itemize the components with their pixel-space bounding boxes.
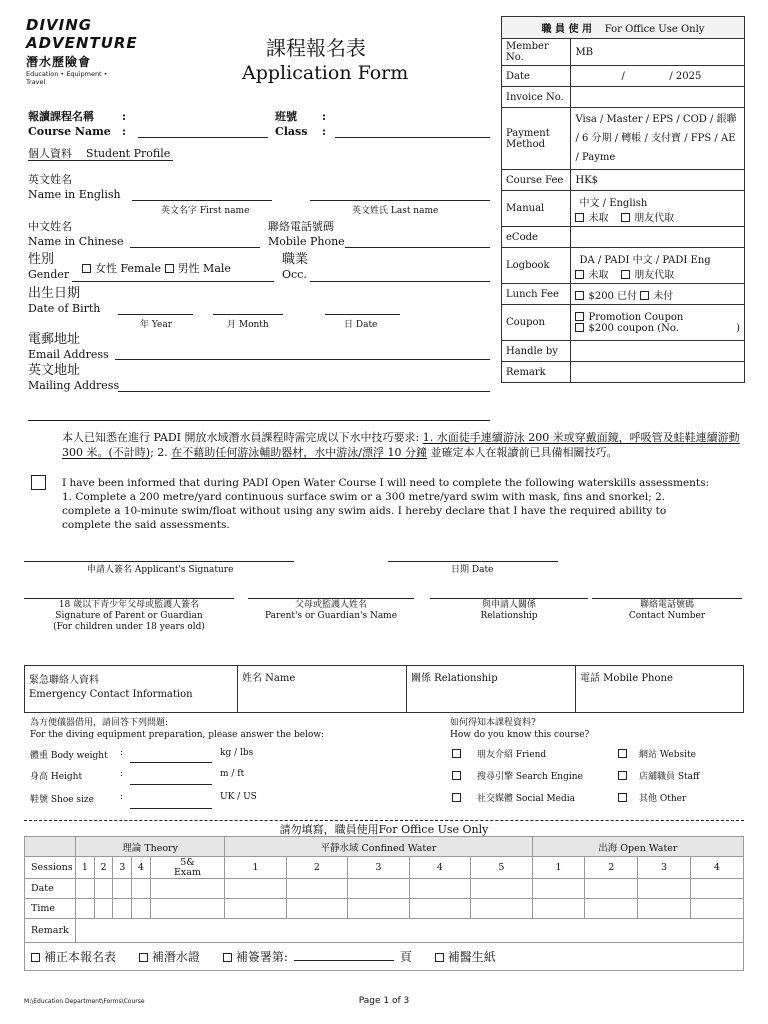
form-title-zh: 課程報名表 [266,36,366,60]
session-number: 3 [348,857,409,879]
shoe-label: 鞋號 Shoe size [30,795,94,805]
session-number: 5 [471,857,533,879]
month-hint: 月 Month [227,320,269,330]
student-profile-heading: 個人資料 Student Profile [28,147,171,160]
session-number: 3 [638,857,691,879]
occ-label: 職業 Occ. [282,252,309,281]
session-number: 1 [225,857,286,879]
year-hint: 年 Year [140,320,173,330]
height-label: 身高 Height [30,772,83,782]
payment-method-field[interactable]: Visa / Master / EPS / COD / 銀聯 / 6 分期 / 轉帳 / 支付寶 / FPS / AE / Payme [571,108,745,170]
gender-line [72,281,274,282]
exam-session: 5& Exam [150,857,224,879]
address-input-1[interactable] [118,391,490,392]
parent-name-line[interactable] [248,598,414,599]
member-no-field[interactable]: MB [571,39,745,66]
office-key: Course Fee [502,170,571,191]
colon: : [120,769,124,779]
dob-label: 出生日期 Date of Birth [28,286,101,315]
source-social-media[interactable]: 社交媒體 Social Media [452,791,575,804]
lunch-fee-field: $200 已付 未付 [571,284,745,305]
checkbox[interactable] [575,312,584,321]
source-question: 如何得知本課程資料? How do you know this course? [450,718,590,740]
session-number: 2 [286,857,347,879]
cell[interactable] [76,899,95,919]
remark-cell[interactable] [76,919,744,943]
checkbox[interactable] [575,270,584,279]
cell[interactable] [76,879,95,899]
checkbox[interactable] [223,953,232,962]
logo-tagline: Education • Equipment • Travel [26,70,108,86]
eng-name-label: 英文姓名 Name in English [28,173,121,201]
time-row-label: Time [25,899,76,919]
session-number: 4 [132,857,151,879]
office-key: Handle by [502,341,571,362]
day-hint: 日 Date [344,320,378,330]
cell[interactable] [409,879,470,899]
applicant-signature-label: 申請人簽名 Applicant's Signature [87,565,234,575]
footer-path: M:\Education Department\Forms\Course [24,998,145,1005]
course-name-label: 報讀課程名稱 : Course Name : [28,110,127,138]
cell[interactable] [585,879,638,899]
office-key: Manual [502,191,571,227]
course-fee-field[interactable]: HK$ [571,170,745,191]
occupation-input[interactable] [310,281,490,282]
cell[interactable] [113,899,132,919]
emergency-contact-table [24,665,744,713]
office-key: Remark [502,362,571,383]
office-key: Logbook [502,248,571,284]
chinese-name-input[interactable] [130,247,260,248]
email-input[interactable] [115,359,490,360]
contact-label: 聯絡電話號碼 Contact Number [628,600,706,621]
session-number: 4 [690,857,743,879]
dob-month-input[interactable] [213,314,283,315]
company-logo [26,16,138,86]
cell[interactable] [690,899,743,919]
cell[interactable] [690,879,743,899]
cell[interactable] [132,879,151,899]
office-key: Payment Method [502,108,571,170]
emergency-label: 緊急聯絡人資料 Emergency Contact Information [25,666,238,713]
dob-day-input[interactable] [325,314,400,315]
session-number: 1 [532,857,585,879]
checkbox[interactable] [575,323,584,332]
checkbox[interactable] [575,291,584,300]
office-key: Date [502,66,571,87]
office-use-table [501,16,745,383]
relationship-label: 與申請人關係 Relationship [480,600,538,621]
cell[interactable] [286,879,347,899]
page-number: Page 1 of 3 [358,996,410,1006]
open-water-header: 出海 Open Water [532,837,743,857]
checkbox[interactable] [31,953,40,962]
last-name-hint: 英文姓氏 Last name [352,206,439,216]
logo-line2: ADVENTURE 潛水歷險會 [26,34,138,69]
office-key: Coupon [502,305,571,341]
checkbox[interactable] [139,953,148,962]
course-name-input[interactable] [138,137,268,138]
phone-input[interactable] [345,247,490,248]
cell[interactable] [409,899,470,919]
first-name-hint: 英文名字 First name [161,206,250,216]
cell[interactable] [348,879,409,899]
source-search-engine[interactable]: 搜尋引擎 Search Engine [452,769,583,782]
height-input[interactable] [130,784,212,785]
source-website[interactable]: 網站 Website [618,747,696,760]
cell[interactable] [471,879,533,899]
parent-name-label: 父母或監護人姓名 Parent's or Guardian's Name [264,600,398,621]
emergency-phone-field[interactable]: 電話 Mobile Phone [576,666,744,713]
cell[interactable] [638,899,691,919]
cell[interactable] [150,879,224,899]
weight-input[interactable] [130,762,212,763]
source-other[interactable]: 其他 Other [618,791,686,804]
equipment-intro: 為方便儀器借用，請回答下列問題: For the diving equipment preparation, please answer the below: [30,718,325,740]
session-number: 1 [76,857,95,879]
cell[interactable] [585,899,638,919]
dob-year-input[interactable] [118,314,193,315]
sessions-label: Sessions [25,857,76,879]
corner-cell [25,837,76,857]
address-input-2[interactable] [28,420,490,421]
colon: : [120,748,124,758]
bottom-checklist: 補正本報名表 補潛水證 補簽署第: 頁 補醫生紙 [25,943,744,971]
cell[interactable] [94,879,113,899]
invoice-field[interactable] [571,87,745,108]
session-number: 2 [94,857,113,879]
gender-label: 性別 Gender [28,252,70,281]
weight-label: 體重 Body weight [30,751,108,761]
confined-header: 平靜水域 Confined Water [225,837,532,857]
checkbox[interactable] [640,291,649,300]
logbook-field: DA / PADI 中文 / PADI Eng 未取 朋友代取 [571,248,745,284]
manual-field: 中文 / English 未取 朋友代取 [571,191,745,227]
parent-signature-label: 18 歲以下青少年父母或監護人簽名 Signature of Parent or Guardian (For children under 18 years old) [53,600,205,632]
session-number: 2 [585,857,638,879]
gender-options: 女性 Female 男性 Male [82,260,231,276]
office-use-title: 請勿填寫，職員使用For Office Use Only [279,823,489,836]
parent-signature-line[interactable] [24,598,234,599]
shoe-unit: UK / US [220,792,257,802]
checkbox[interactable] [621,213,630,222]
last-name-input[interactable] [310,200,490,201]
emergency-relationship-field[interactable]: 關係 Relationship [407,666,576,713]
source-friend[interactable]: 朋友介紹 Friend [452,747,546,760]
cell[interactable] [348,899,409,919]
checkbox[interactable] [621,270,630,279]
cell[interactable] [150,899,224,919]
remark-row-label: Remark [25,919,76,943]
office-key: Lunch Fee [502,284,571,305]
email-label: 電郵地址 Email Address [28,332,109,361]
cell[interactable] [113,879,132,899]
cell[interactable] [638,879,691,899]
logo-line1: DIVING [26,16,93,34]
colon: : [120,792,124,802]
cell[interactable] [225,899,286,919]
handle-by-field[interactable] [571,341,745,362]
class-label: 班號 : Class : [275,110,327,138]
sessions-table [24,836,744,971]
cell[interactable] [286,899,347,919]
cell[interactable] [225,879,286,899]
emergency-name-field[interactable]: 姓名 Name [238,666,407,713]
class-input[interactable] [335,137,490,138]
declaration-en: I have been informed that during PADI Open Water Course I will need to complete the following waterskills assessments: 1. Complete a 200 metre/yard continuous surface swim or a 300 metre/yard swim with mask, fins and snorkel; 2. complete a 10-minute swim/float without using any swim aids. I hereby declare that I have the required ability to complete the said assessments. [62,477,710,531]
checkbox[interactable] [575,213,584,222]
office-key: Member No. [502,39,571,66]
divider [28,160,173,161]
male-checkbox[interactable] [165,264,174,273]
cell[interactable] [532,899,585,919]
session-number: 3 [113,857,132,879]
office-header: 職 員 使 用 For Office Use Only [502,17,745,39]
theory-header: 理論 Theory [76,837,225,857]
weight-unit: kg / lbs [220,748,254,758]
page-number-input[interactable] [294,960,394,961]
ecode-field[interactable] [571,227,745,248]
cell[interactable] [94,899,113,919]
date-row-label: Date [25,879,76,899]
source-staff[interactable]: 店舖職員 Staff [618,769,699,782]
session-number: 4 [409,857,470,879]
phone-label: 聯絡電話號碼 Mobile Phone [268,220,345,248]
checkbox[interactable] [435,953,444,962]
cell[interactable] [471,899,533,919]
shoe-input[interactable] [130,808,212,809]
female-checkbox[interactable] [82,264,91,273]
first-name-input[interactable] [132,200,272,201]
remark-field[interactable] [571,362,745,383]
address-label: 英文地址 Mailing Address [28,363,120,392]
date-signature-label: 日期 Date [451,565,494,575]
declaration-zh: 本人已知悉在進行 PADI 開放水域潛水員課程時需完成以下水中技巧要求: 1. 水面徒手連續游泳 200 米或穿戴面鏡，呼吸管及蛙鞋連續游動 300 米。(不計時); 2. 在不藉助任何游泳輔助器材，水中游泳/漂浮 10 分鐘 並確定本人在報讀前已具備相關技巧。 [62,431,740,459]
cell[interactable] [532,879,585,899]
relationship-line[interactable] [430,598,588,599]
declaration-checkbox[interactable] [31,475,46,490]
chi-name-label: 中文姓名 Name in Chinese [28,220,124,248]
office-key: eCode [502,227,571,248]
coupon-field: Promotion Coupon $200 coupon (No. ) [571,305,745,341]
contact-line[interactable] [592,598,742,599]
cell[interactable] [132,899,151,919]
date-field[interactable]: / / 2025 [571,66,745,87]
height-unit: m / ft [220,769,245,779]
form-title-en: Application Form [242,62,409,84]
office-key: Invoice No. [502,87,571,108]
